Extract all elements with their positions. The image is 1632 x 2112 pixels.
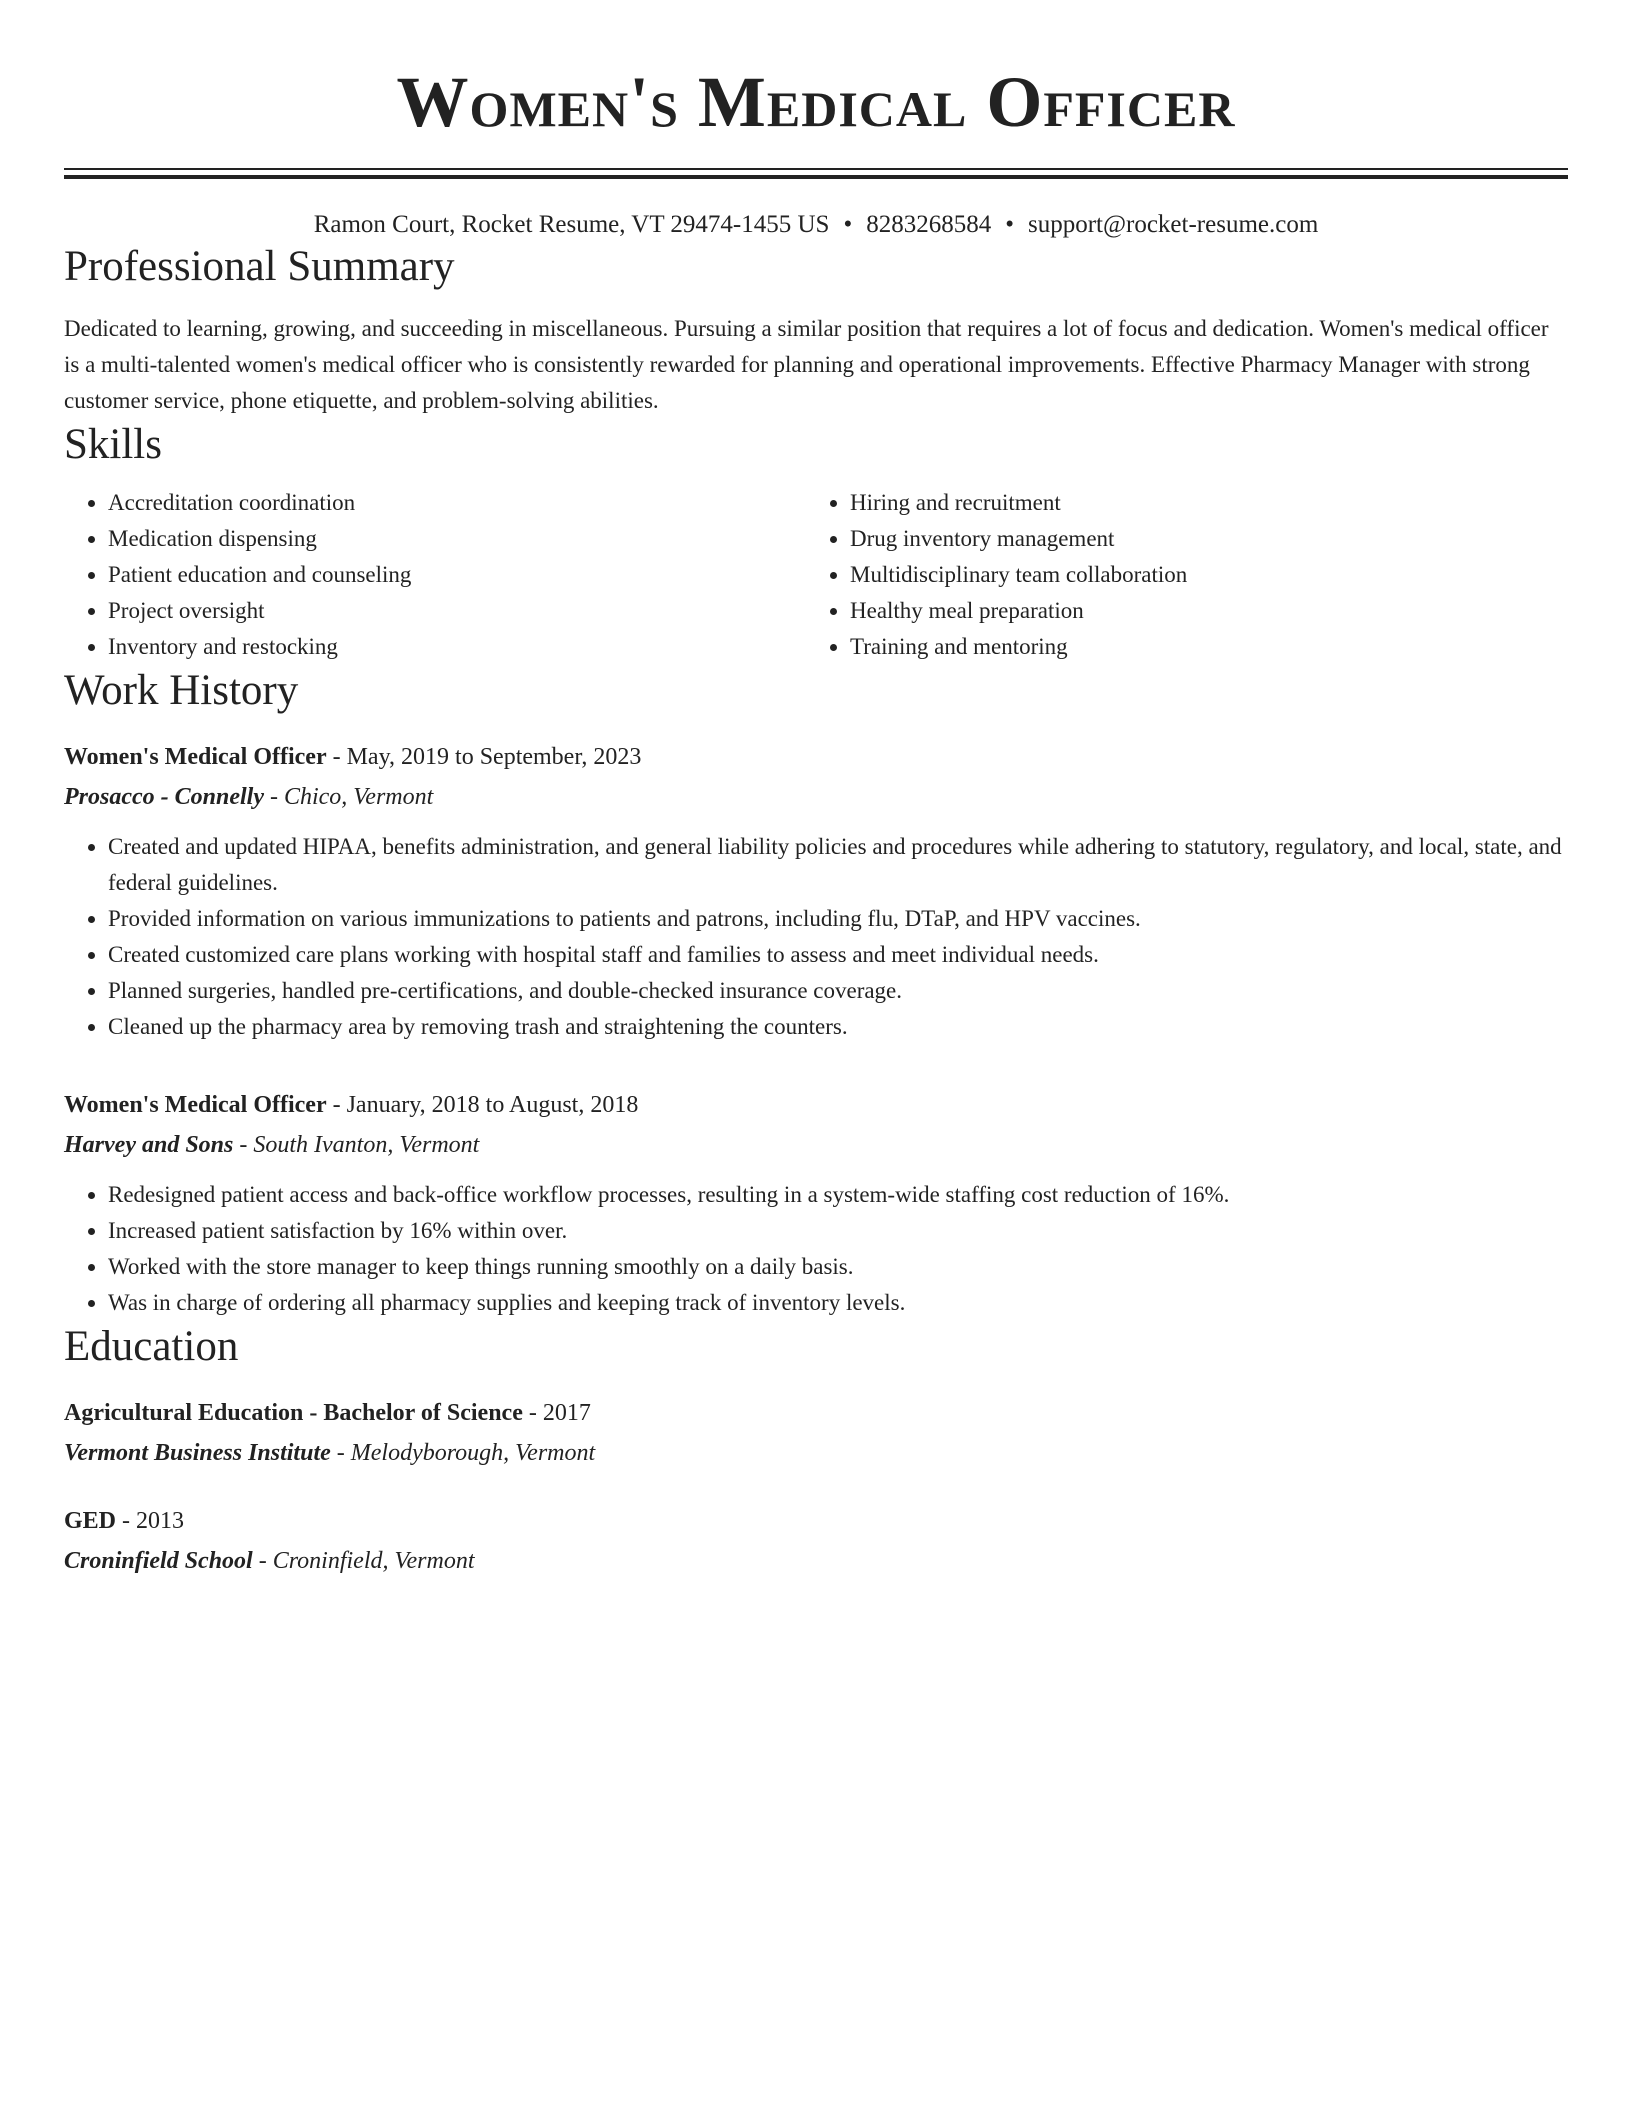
job-company: Prosacco - Connelly — [64, 784, 264, 810]
contact-separator: • — [843, 211, 853, 238]
education-entry — [64, 1395, 1568, 1471]
education-school-line — [64, 1543, 1568, 1579]
education-year: - 2017 — [522, 1400, 591, 1426]
job-title: Women's Medical Officer — [64, 744, 327, 770]
job-bullets — [64, 1177, 1568, 1321]
job-bullet: • Redesigned patient access and back-office workflow processes, resulting in a system-wide staffing cost reduction of 16%. — [108, 1177, 1568, 1213]
contact-email: support@rocket-resume.com — [1027, 211, 1319, 238]
skills-list-right — [806, 485, 1548, 665]
job-title-line — [64, 739, 1568, 775]
skill-item: • Multidisciplinary team collaboration — [850, 557, 1548, 593]
job-bullets — [64, 829, 1568, 1045]
skill-item: • Healthy meal preparation — [850, 593, 1548, 629]
skill-item: • Inventory and restocking — [108, 629, 806, 665]
skill-item: • Patient education and counseling — [108, 557, 806, 593]
skills-heading: Skills — [64, 421, 162, 468]
job-bullet: • Planned surgeries, handled pre-certifications, and double-checked insurance coverage. — [108, 973, 1568, 1009]
education-location: - Melodyborough, Vermont — [330, 1440, 596, 1466]
education-school: Vermont Business Institute — [64, 1440, 331, 1466]
job-company-line — [64, 779, 1568, 815]
job-bullet: • Created and updated HIPAA, benefits administration, and general liability policies and procedures while adhering to statutory, regulatory, and local, state, and federal guidelines. — [108, 829, 1568, 901]
contact-separator: • — [1005, 211, 1014, 238]
resume-title: Women's Medical Officer — [396, 62, 1236, 142]
resume-page — [64, 0, 1568, 1579]
summary-text: Dedicated to learning, growing, and succeeding in miscellaneous. Pursuing a similar position that requires a lot of focus and dedication. Women's medical officer is a multi-talented women's medical officer who is consistently rewarded for planning and operational improvements. Effective Pharmacy Manager with strong customer service, phone etiquette, and problem-solving abilities. — [64, 316, 1549, 413]
skill-item: • Drug inventory management — [850, 521, 1548, 557]
work-history-heading: Work History — [64, 667, 299, 714]
job-title-line — [64, 1087, 1568, 1123]
contact-address: Ramon Court, Rocket Resume, VT 29474-1455 US — [313, 211, 830, 238]
job-bullet: • Created customized care plans working with hospital staff and families to assess and meet individual needs. — [108, 937, 1568, 973]
education-degree: GED — [64, 1508, 117, 1534]
skills-list-left — [64, 485, 806, 665]
job-title: Women's Medical Officer — [64, 1092, 327, 1118]
skill-item: • Accreditation coordination — [108, 485, 806, 521]
job-entry — [64, 739, 1568, 1045]
job-bullet: • Increased patient satisfaction by 16% within over. — [108, 1213, 1568, 1249]
skill-item: • Training and mentoring — [850, 629, 1548, 665]
skill-item: • Medication dispensing — [108, 521, 806, 557]
title-divider — [64, 168, 1568, 179]
job-dates: - January, 2018 to August, 2018 — [326, 1092, 639, 1118]
education-entry — [64, 1503, 1568, 1579]
job-location: - Chico, Vermont — [263, 784, 434, 810]
education-degree-line — [64, 1395, 1568, 1431]
skill-item: • Project oversight — [108, 593, 806, 629]
job-dates: - May, 2019 to September, 2023 — [326, 744, 642, 770]
education-location: - Croninfield, Vermont — [252, 1548, 475, 1574]
job-bullet: • Cleaned up the pharmacy area by removing trash and straightening the counters. — [108, 1009, 1568, 1045]
job-bullet: • Was in charge of ordering all pharmacy supplies and keeping track of inventory levels. — [108, 1285, 1568, 1321]
job-entry — [64, 1087, 1568, 1321]
skills-columns — [64, 485, 1568, 665]
education-school: Croninfield School — [64, 1548, 253, 1574]
contact-phone: 8283268584 — [866, 211, 992, 238]
education-year: - 2013 — [116, 1508, 185, 1534]
job-company-line — [64, 1127, 1568, 1163]
education-school-line — [64, 1435, 1568, 1471]
summary-heading: Professional Summary — [64, 243, 455, 290]
job-location: - South Ivanton, Vermont — [233, 1132, 480, 1158]
contact-line — [64, 209, 1568, 241]
job-bullet: • Worked with the store manager to keep things running smoothly on a daily basis. — [108, 1249, 1568, 1285]
education-degree: Agricultural Education - Bachelor of Science — [64, 1400, 523, 1426]
job-company: Harvey and Sons — [64, 1132, 234, 1158]
education-heading: Education — [64, 1323, 239, 1370]
skill-item: • Hiring and recruitment — [850, 485, 1548, 521]
education-degree-line — [64, 1503, 1568, 1539]
job-bullet: • Provided information on various immunizations to patients and patrons, including flu, DTaP, and HPV vaccines. — [108, 901, 1568, 937]
